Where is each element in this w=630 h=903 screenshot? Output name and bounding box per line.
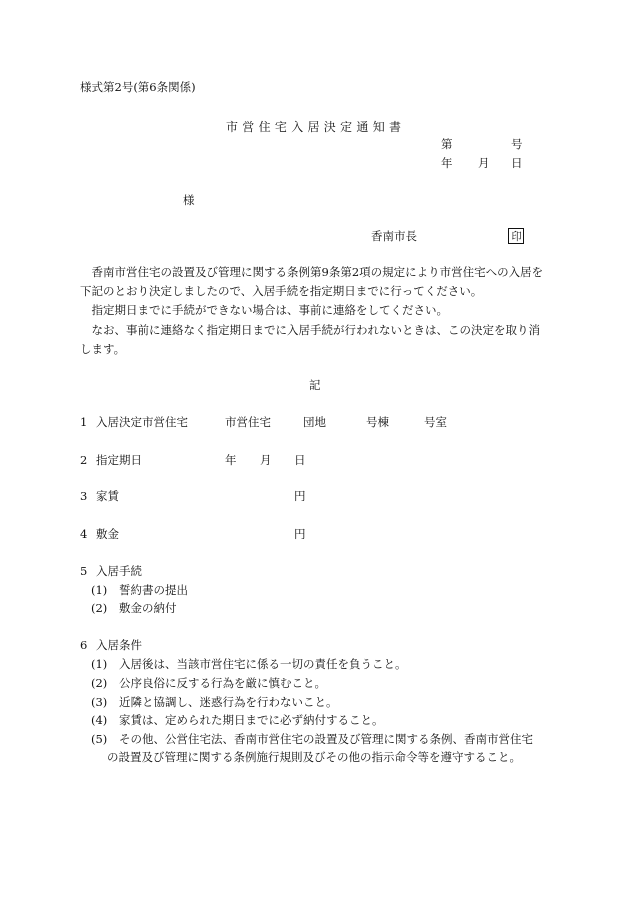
item-2-day: 日: [294, 453, 306, 467]
item-4-number: 4: [80, 527, 88, 541]
item-6-sub-text: 公序良俗に反する行為を厳に慎むこと。: [119, 676, 326, 690]
body-paragraph-3-line-1: [80, 325, 540, 337]
item-1-number: 1: [80, 415, 88, 429]
date-day: 日: [511, 156, 523, 170]
body-paragraph-3-line-2: します。: [80, 342, 126, 356]
item-2-label: 指定期日: [96, 453, 142, 467]
item-6-number: 6: [80, 638, 88, 652]
item-1-room: 号室: [424, 415, 447, 429]
item-2-year: 年: [225, 453, 237, 467]
addressee-suffix: 様: [183, 193, 195, 207]
seal-label: 印: [510, 229, 522, 243]
item-4-label: 敷金: [96, 527, 119, 541]
item-6-sub-number: (3): [91, 695, 108, 709]
item-6-sub-number: (1): [91, 657, 108, 671]
item-5-sub-number: (1): [91, 583, 108, 597]
item-6-sub-number: (2): [91, 676, 108, 690]
item-6-sub-number: (4): [91, 713, 108, 727]
item-1-label: 入居決定市営住宅: [96, 415, 188, 429]
item-6-sub-text: その他、公営住宅法、香南市営住宅の設置及び管理に関する条例、香南市営住宅: [119, 732, 533, 746]
seal-stamp: [508, 228, 524, 244]
item-5-sub-text: 誓約書の提出: [119, 583, 188, 597]
item-3-label: 家賃: [96, 489, 119, 503]
body-paragraph-2: [80, 305, 448, 317]
item-6-label: 入居条件: [96, 638, 142, 652]
item-3-unit: 円: [294, 489, 306, 503]
ki-heading: 記: [309, 378, 321, 392]
item-1-danchi: 団地: [303, 415, 326, 429]
item-5-number: 5: [80, 564, 88, 578]
form-number: 様式第2号(第6条関係): [80, 80, 196, 94]
body-text: なお、事前に連絡なく指定期日までに入居手続が行われないときは、この決定を取り消: [91, 323, 540, 337]
document-title: 市営住宅入居決定通知書: [226, 120, 406, 134]
item-4-unit: 円: [294, 527, 306, 541]
doc-number-go: 号: [511, 137, 523, 151]
item-1-housing: 市営住宅: [225, 415, 271, 429]
item-5-label: 入居手続: [96, 564, 142, 578]
item-5-sub-text: 敷金の納付: [119, 601, 177, 615]
date-month: 月: [478, 156, 490, 170]
item-5-sub-number: (2): [91, 601, 108, 615]
item-1-building: 号棟: [366, 415, 389, 429]
doc-number-dai: 第: [441, 137, 453, 151]
date-year: 年: [441, 156, 453, 170]
body-text: 香南市営住宅の設置及び管理に関する条例第9条第2項の規定により市営住宅への入居を: [91, 265, 544, 279]
body-text: 指定期日までに手続ができない場合は、事前に連絡をしてください。: [91, 303, 448, 317]
item-2-number: 2: [80, 453, 88, 467]
item-3-number: 3: [80, 489, 88, 503]
item-6-sub-text: 近隣と協調し、迷惑行為を行わないこと。: [119, 695, 338, 709]
item-2-month: 月: [260, 453, 272, 467]
item-6-sub-text: 入居後は、当該市営住宅に係る一切の責任を負うこと。: [119, 657, 407, 671]
item-6-sub-number: (5): [91, 732, 108, 746]
body-paragraph-1-line-1: [80, 267, 543, 279]
item-6-sub-text: 家賃は、定められた期日までに必ず納付すること。: [119, 713, 384, 727]
item-6-sub-text-continued: の設置及び管理に関する条例施行規則及びその他の指示命令等を遵守すること。: [107, 750, 521, 764]
issuer-name: 香南市長: [371, 229, 417, 243]
body-paragraph-1-line-2: 下記のとおり決定しましたので、入居手続を指定期日までに行ってください。: [80, 284, 483, 298]
